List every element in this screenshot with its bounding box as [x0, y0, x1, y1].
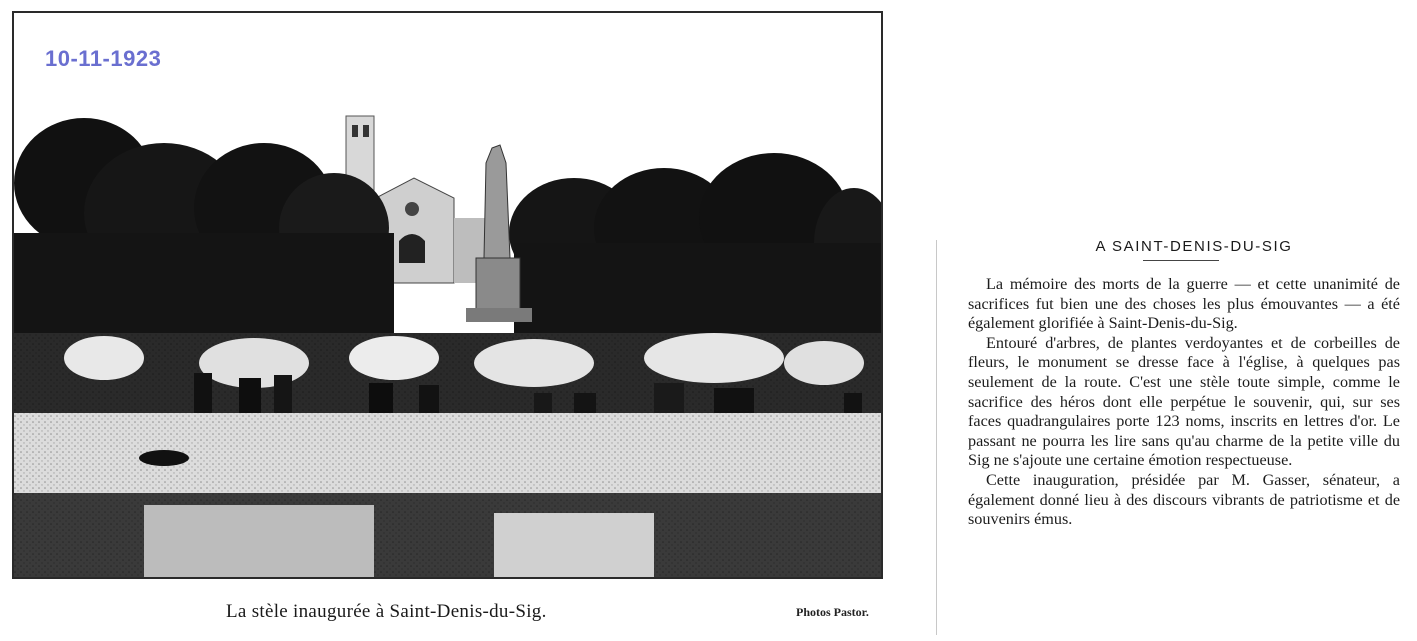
photo-caption: La stèle inaugurée à Saint-Denis-du-Sig.: [226, 601, 547, 622]
monument-photograph: [12, 11, 883, 579]
date-stamp: 10-11-1923: [45, 46, 162, 71]
photo-credit: Photos Pastor.: [796, 605, 869, 619]
article-title: A SAINT-DENIS-DU-SIG: [1095, 238, 1293, 255]
article-paragraph: La mémoire des morts de la guerre — et cette unanimité de sacrifices fut bien une des choses les plus émouvantes — a été également glorifiée à Saint-Denis-du-Sig.: [968, 275, 1400, 333]
article-column: [948, 238, 1400, 530]
trees-right: [509, 153, 881, 353]
photo-illustration: [14, 13, 881, 577]
article-paragraph: Cette inauguration, présidée par M. Gasser, sénateur, a également donné lieu à des discours vibrants de patriotisme et de souvenirs émus.: [968, 470, 1400, 529]
title-underline: [1143, 260, 1219, 261]
article-paragraph: Entouré d'arbres, de plantes verdoyantes et de corbeilles de fleurs, le monument se dresse face à l'église, à quelques pas seulement de la route. C'est une stèle toute simple, comme le sacrifice des héros dont elle perpétue le souvenir, qui, sur ses faces quadrangulaires porte 123 noms, inscrits en lettres d'or. Le passant ne pourra les lire sans qu'au charme de la petite ville du Sig ne s'ajoute une certaine émotion respectueuse.: [968, 333, 1400, 470]
column-divider: [936, 240, 937, 635]
